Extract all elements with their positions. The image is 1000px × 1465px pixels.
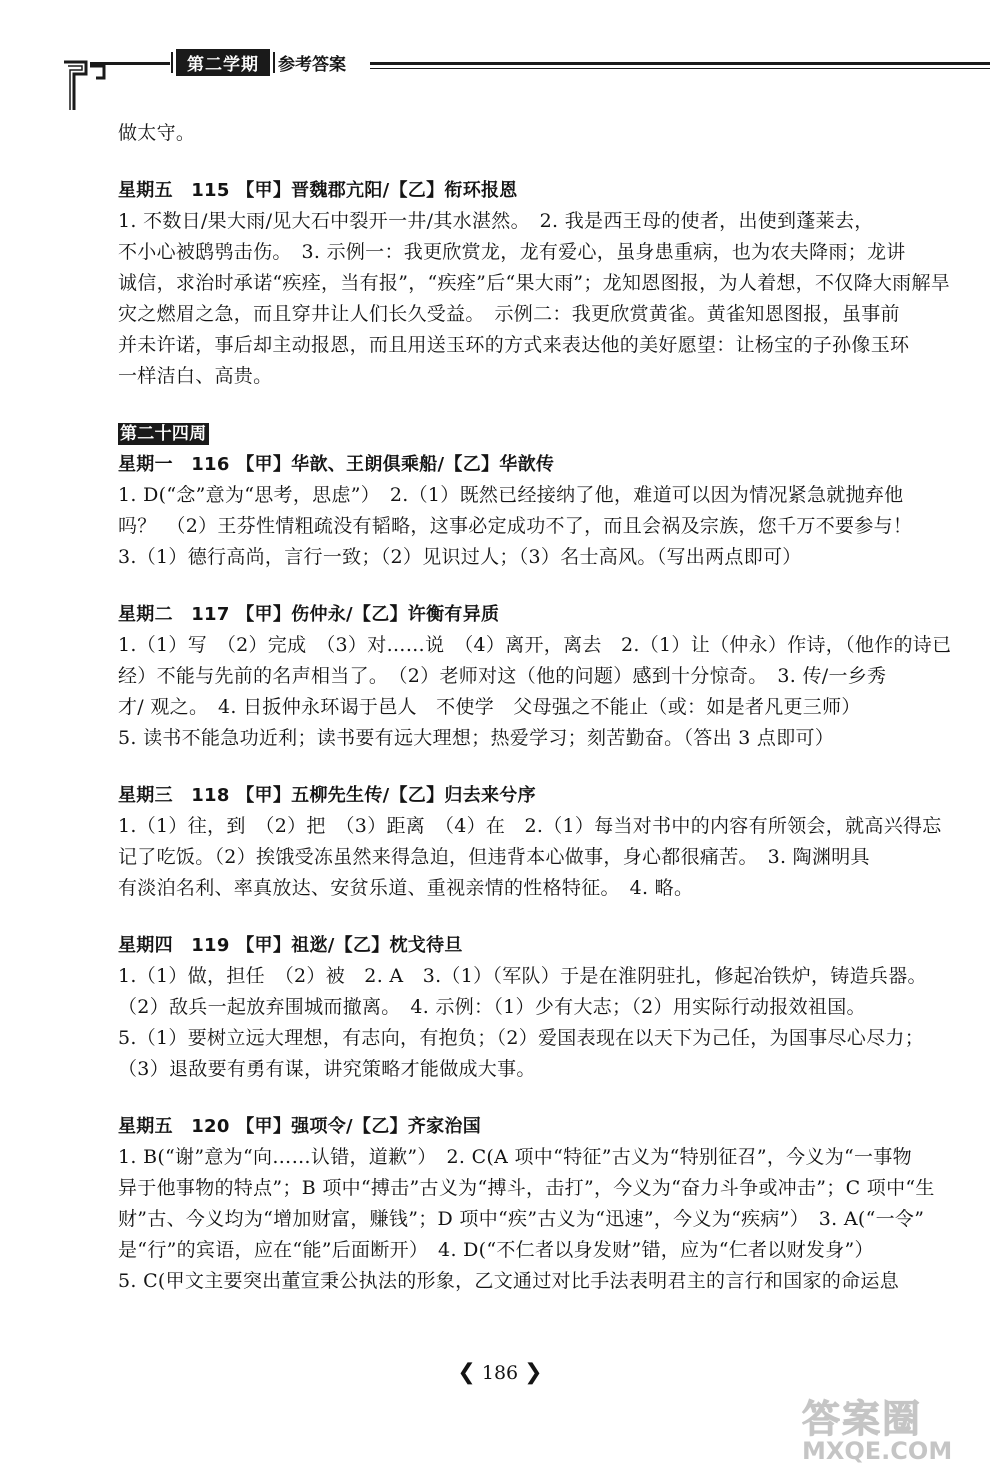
- section-heading: 星期一 116 【甲】华歆、王朗俱乘船/【乙】华歆传: [118, 454, 555, 475]
- answer-section: [118, 930, 958, 1085]
- section-heading: 星期五 120 【甲】强项令/【乙】齐家治国: [118, 1116, 482, 1137]
- section-heading: 星期四 119 【甲】祖逖/【乙】枕戈待旦: [118, 935, 463, 956]
- watermark: [802, 1388, 972, 1465]
- header-rule-right-thin: [370, 68, 990, 69]
- section-heading: 星期二 117 【甲】伤仲永/【乙】许衡有异质: [118, 604, 500, 625]
- week-label: 第二十四周: [120, 424, 207, 444]
- answer-line: 并未许诺，事后却主动报恩，而且用送玉环的方式来表达他的美好愿望：让杨宝的子孙像玉环: [118, 334, 910, 356]
- answer-content: [118, 118, 958, 1297]
- answer-line: 是“行”的宾语，应在“能”后面断开） 4. D(“不仁者以身发财”错，应为“仁者以财发身”）: [118, 1239, 874, 1261]
- answer-line: 吗？ （2）王芬性情粗疏没有韬略，这事必定成功不了，而且会祸及宗族，您千万不要参与！: [118, 515, 913, 537]
- section-heading: 星期三 118 【甲】五柳先生传/【乙】归去来兮序: [118, 785, 536, 806]
- chevron-left-icon: ❮: [457, 1360, 476, 1385]
- corner-ornament-icon: [60, 58, 118, 114]
- watermark-url: MXQE.COM: [802, 1437, 953, 1465]
- answer-section: [118, 599, 958, 754]
- answer-line: 1.（1）做，担任 （2）被 2. A 3.（1）（军队）于是在淮阴驻扎，修起冶铁炉，铸造兵器。: [118, 965, 927, 987]
- page-header: [40, 40, 1000, 120]
- answer-line: 1.（1）写 （2）完成 （3）对……说 （4）离开，离去 2.（1）让（仲永）作诗，（他作的诗已: [118, 634, 952, 656]
- answer-section: [118, 780, 958, 904]
- answer-line: 5. 读书不能急功近利；读书要有远大理想；热爱学习；刻苦勤奋。（答出 3 点即可）: [118, 727, 835, 749]
- term-label: 第二学期: [176, 49, 270, 76]
- section-heading: 星期五 115 【甲】晋魏郡亢阳/【乙】衔环报恩: [118, 180, 518, 201]
- answer-line: 1. D(“念”意为“思考，思虑”） 2.（1）既然已经接纳了他，难道可以因为情况紧急就抛弃他: [118, 484, 904, 506]
- watermark-logo-text: 答案圈: [802, 1397, 923, 1441]
- answer-line: 1. 不数日/果大雨/见大石中裂开一井/其水湛然。 2. 我是西王母的使者，出使到蓬莱去，: [118, 210, 874, 232]
- answer-line: 有淡泊名利、率真放达、安贫乐道、重视亲情的性格特征。 4. 略。: [118, 877, 694, 899]
- answer-line: 1.（1）往，到 （2）把 （3）距离 （4）在 2.（1）每当对书中的内容有所领会，就高兴得忘: [118, 815, 942, 837]
- header-tag: [176, 48, 346, 76]
- answer-line: （2）敌兵一起放弃围城而撤离。 4. 示例：（1）少有大志；（2）用实际行动报效祖国。: [118, 996, 866, 1018]
- header-rule-right: [370, 62, 990, 65]
- answer-section: [118, 1111, 958, 1297]
- answer-line: 记了吃饭。（2）挨饿受冻虽然来得急迫，但违背本心做事，身心都很痛苦。 3. 陶渊明具: [118, 846, 870, 868]
- answer-line: （3）退敌要有勇有谋，讲究策略才能做成大事。: [118, 1058, 536, 1080]
- answer-line: 灾之燃眉之急，而且穿井让人们长久受益。 示例二：我更欣赏黄雀。黄雀知恩图报，虽事前: [118, 303, 900, 325]
- header-rule-left: [90, 62, 170, 65]
- answer-line: 才/ 观之。 4. 日扳仲永环谒于邑人 不使学 父母强之不能止（或：如是者凡更三师）: [118, 696, 861, 718]
- answer-line: 财”古、今义均为“增加财富，赚钱”；D 项中“疾”古义为“迅速”，今义为“疾病”） 3. A(“一令”: [118, 1208, 925, 1230]
- answer-line: 诚信，求治时承诺“疾痊，当有报”，“疾痊”后“果大雨”；龙知恩图报，为人着想，不仅降大雨解旱: [118, 272, 951, 294]
- answer-line: 5. C(甲文主要突出董宣秉公执法的形象，乙文通过对比手法表明君主的言行和国家的命运息: [118, 1270, 900, 1292]
- answer-line: 不小心被鸱鸮击伤。 3. 示例一：我更欣赏龙，龙有爱心，虽身患重病，也为农夫降雨；龙讲: [118, 241, 906, 263]
- answer-section: [118, 175, 958, 392]
- answers-label: 参考答案: [278, 54, 346, 75]
- answer-line: 一样洁白、高贵。: [118, 365, 273, 387]
- intro-line: 做太守。: [118, 122, 196, 144]
- page-number: 186: [481, 1361, 519, 1384]
- answer-section: [118, 418, 958, 573]
- answer-line: 5.（1）要树立远大理想，有志向，有抱负；（2）爱国表现在以天下为己任，为国事尽心尽力；: [118, 1027, 925, 1049]
- answer-line: 1. B(“谢”意为“向……认错，道歉”） 2. C(A 项中“特征”古义为“特别征召”，今义为“一事物: [118, 1146, 912, 1168]
- answer-line: 经）不能与先前的名声相当了。 （2）老师对这（他的问题）感到十分惊奇。 3. 传/一乡秀: [118, 665, 887, 687]
- answer-line: 异于他事物的特点”；B 项中“搏击”古义为“搏斗，击打”，今义为“奋力斗争或冲击”；C 项中“生: [118, 1177, 935, 1199]
- answer-line: 3.（1）德行高尚，言行一致；（2）见识过人；（3）名士高风。（写出两点即可）: [118, 546, 802, 568]
- page-footer: [0, 1360, 1000, 1385]
- chevron-right-icon: ❯: [524, 1360, 543, 1385]
